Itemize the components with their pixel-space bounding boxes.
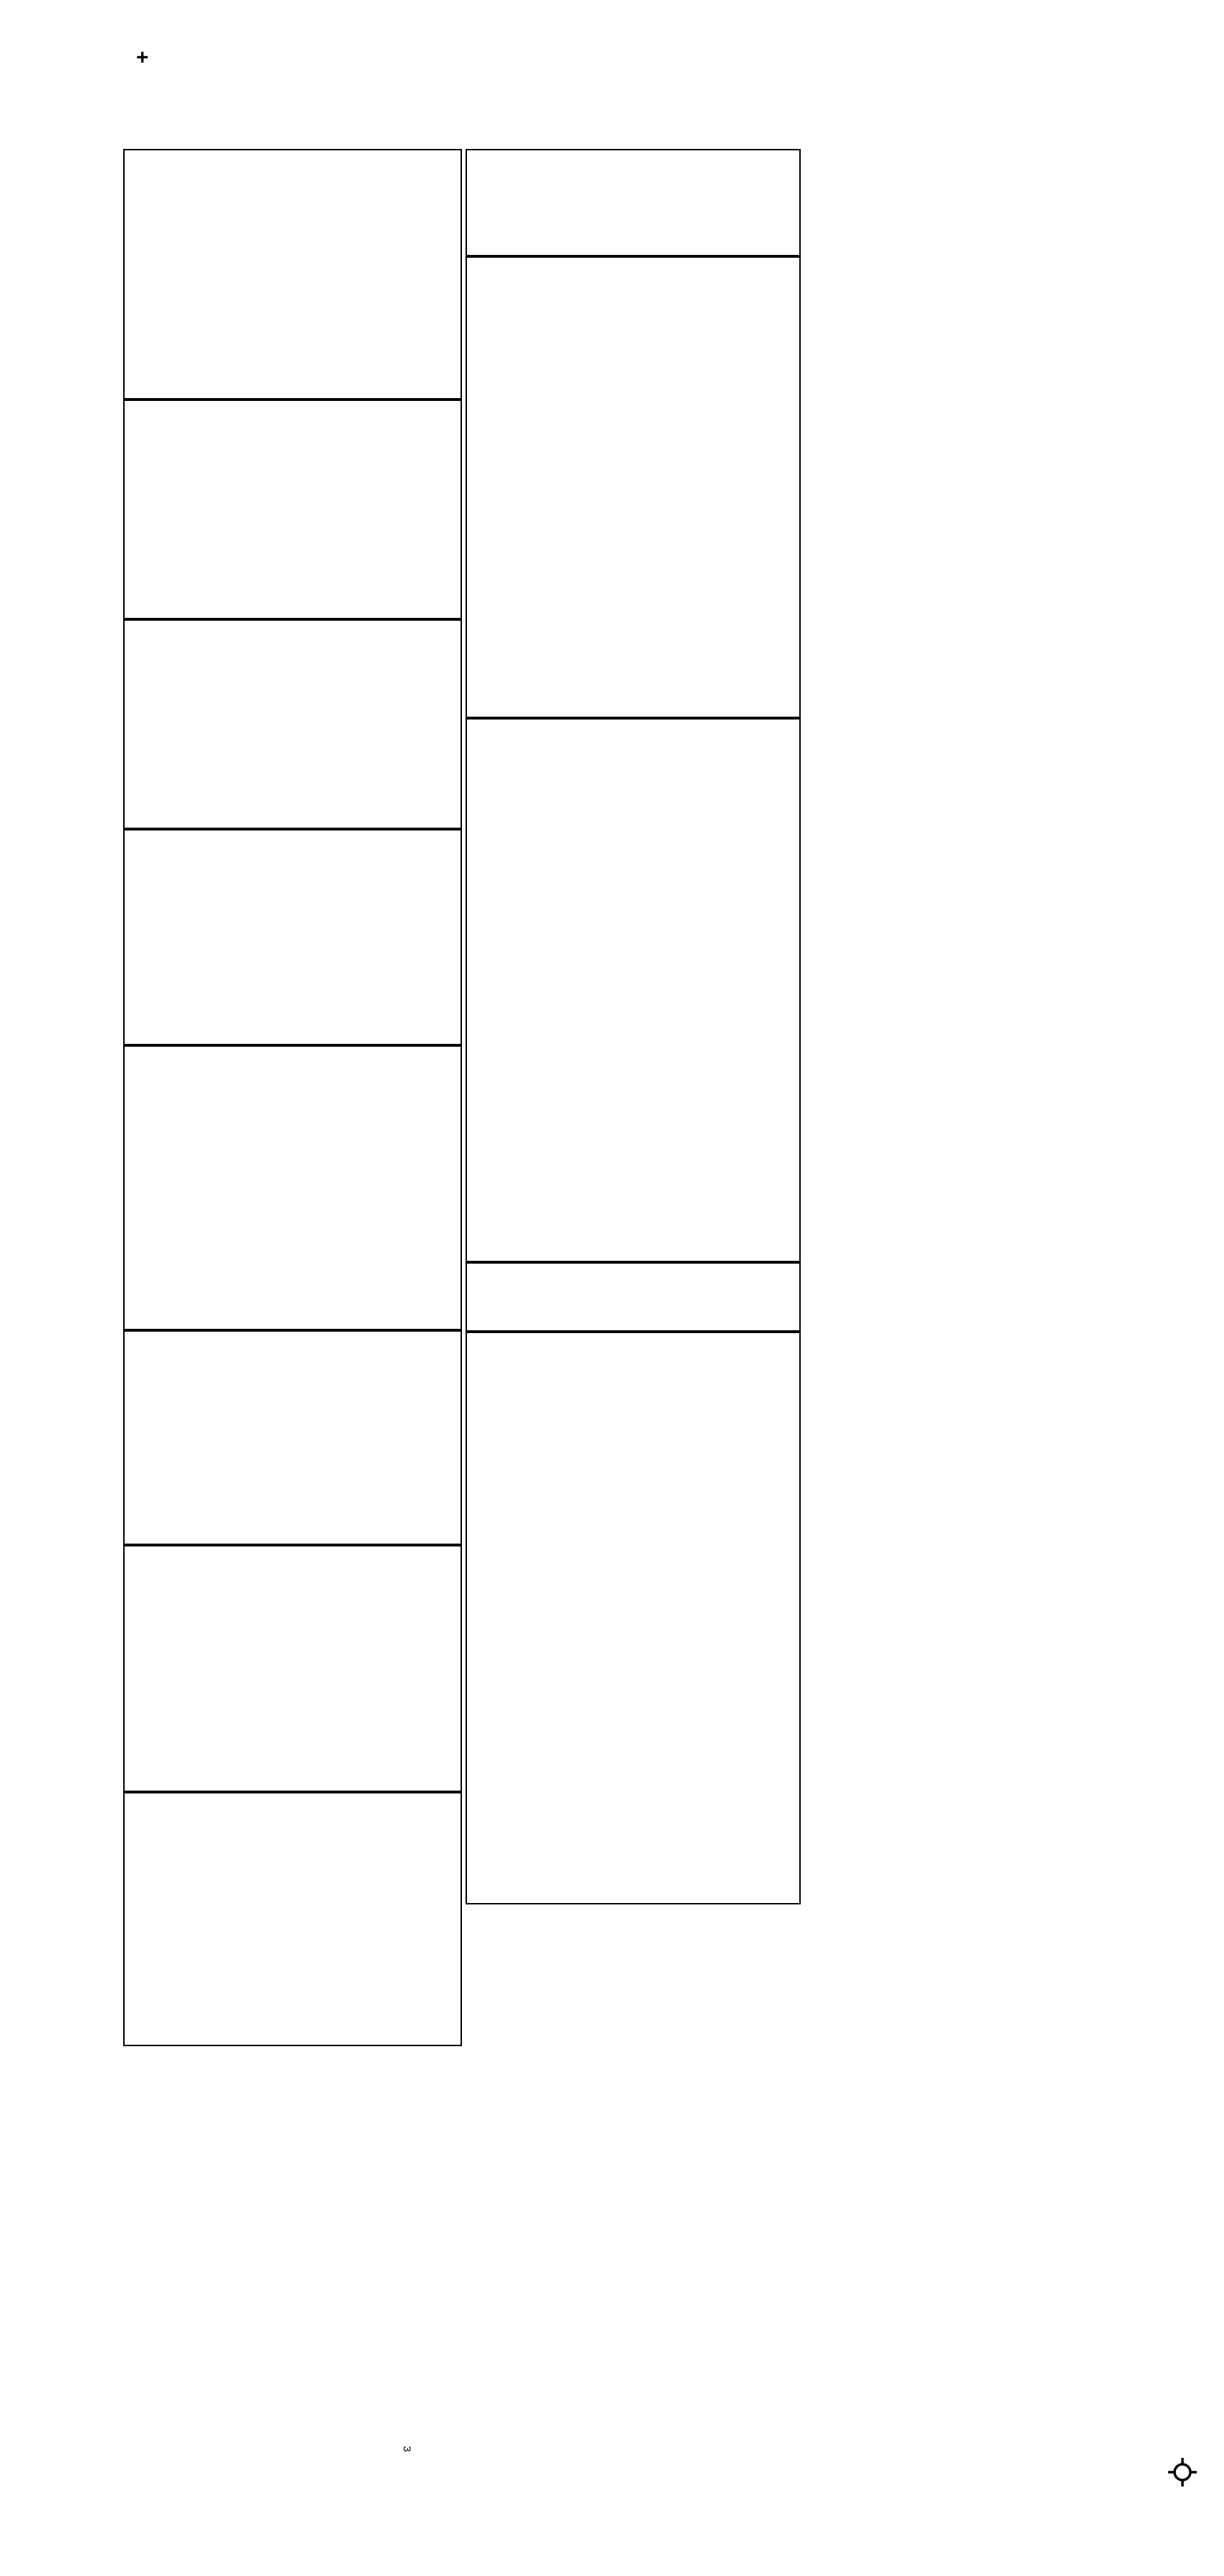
amendments-header — [466, 149, 801, 256]
referendum-header — [466, 1262, 801, 1332]
contest-county-commissioner-district-5 — [123, 1792, 462, 2046]
registration-crosshair-icon — [1167, 2457, 1198, 2487]
contest-coroner — [123, 1045, 462, 1330]
measure-referendum-a — [466, 1332, 801, 1904]
contest-county-commission-chairman — [123, 1545, 462, 1792]
print-mark: 3 — [400, 2446, 413, 2452]
measures-column — [466, 0, 801, 2576]
contest-solicitor-general — [123, 1330, 462, 1545]
contest-tax-commissioner — [123, 829, 462, 1045]
contest-district-attorney — [123, 149, 462, 400]
contest-sheriff — [123, 619, 462, 829]
contest-clerk-superior-court — [123, 400, 462, 619]
measure-amendment-2 — [466, 718, 801, 1262]
contests-column — [123, 0, 462, 2576]
measure-amendment-1 — [466, 256, 801, 718]
alignment-plus-mark: + — [136, 46, 149, 69]
